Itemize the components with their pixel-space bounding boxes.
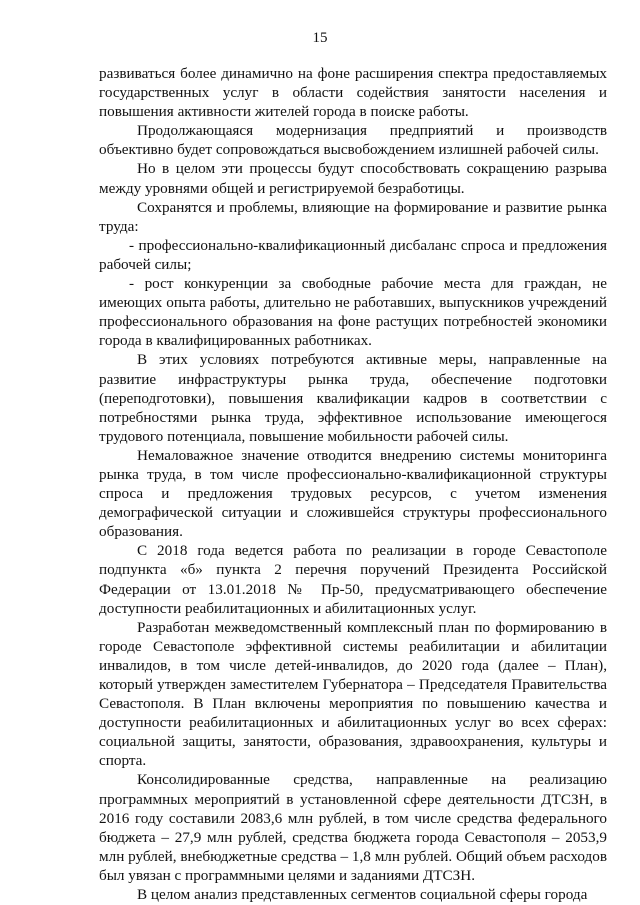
paragraph: С 2018 года ведется работа по реализации в городе Севастополе подпункта «б» пункта 2 перечня поручений Президента Российской Федерации от 13.01.2018 № Пр-50, предусматривающего обеспечение доступности реабилитационных и абилитационных услуг. bbox=[99, 542, 607, 617]
paragraph: Но в целом эти процессы будут способствовать сокращению разрыва между уровнями общей и регистрируемой безработицы. bbox=[99, 160, 607, 197]
paragraph: В целом анализ представленных сегментов социальной сферы города bbox=[137, 886, 588, 904]
document-body bbox=[99, 64, 607, 904]
paragraph: Консолидированные средства, направленные на реализацию программных мероприятий в установленной сфере деятельности ДТСЗН, в 2016 году составили 2083,6 млн рублей, в том числе средства федерального бюджета – 27,9 млн рублей, средства бюджета города Севастополя – 2053,9 млн рублей, внебюджетные средства – 1,8 млн рублей. Общий объем расходов был увязан с программными целями и заданиями ДТСЗН. bbox=[99, 771, 607, 884]
paragraph: Немаловажное значение отводится внедрению системы мониторинга рынка труда, в том числе профессионально-квалификационной структуры спроса и предложения трудовых ресурсов, с учетом изменения демографической ситуации и сложившейся структуры профессионального образования. bbox=[99, 446, 607, 541]
list-item: - профессионально-квалификационный дисбаланс спроса и предложения рабочей силы; bbox=[99, 236, 607, 273]
paragraph: Сохранятся и проблемы, влияющие на формирование и развитие рынка труда: bbox=[99, 198, 607, 235]
page-number: 15 bbox=[312, 30, 328, 46]
list-item: - рост конкуренции за свободные рабочие места для граждан, не имеющих опыта работы, длительно не работавших, выпускников учреждений профессионального образования на фоне растущих потребностей экономики города в квалифицированных работниках. bbox=[99, 275, 607, 350]
paragraph: развиваться более динамично на фоне расширения спектра предоставляемых государственных услуг в области содействия занятости населения и повышения активности жителей города в поиске работы. bbox=[99, 65, 607, 121]
paragraph: Продолжающаяся модернизация предприятий и производств объективно будет сопровождаться высвобождением излишней рабочей силы. bbox=[99, 122, 607, 159]
paragraph: В этих условиях потребуются активные меры, направленные на развитие инфраструктуры рынка труда, обеспечение подготовки (переподготовки), повышения квалификации кадров в соответствии с потребностями рынка труда, эффективное использование имеющегося трудового потенциала, повышение мобильности рабочей силы. bbox=[99, 351, 607, 445]
paragraph: Разработан межведомственный комплексный план по формированию в городе Севастополе эффективной системы реабилитации и абилитации инвалидов, в том числе детей-инвалидов, до 2020 года (далее – План), который утвержден заместителем Губернатора – Председателя Правительства Севастополя. В План включены мероприятия по повышению качества и доступности реабилитационных и абилитационных услуг во всех сферах: социальной защиты, занятости, образования, здравоохранения, культуры и спорта. bbox=[99, 618, 607, 770]
